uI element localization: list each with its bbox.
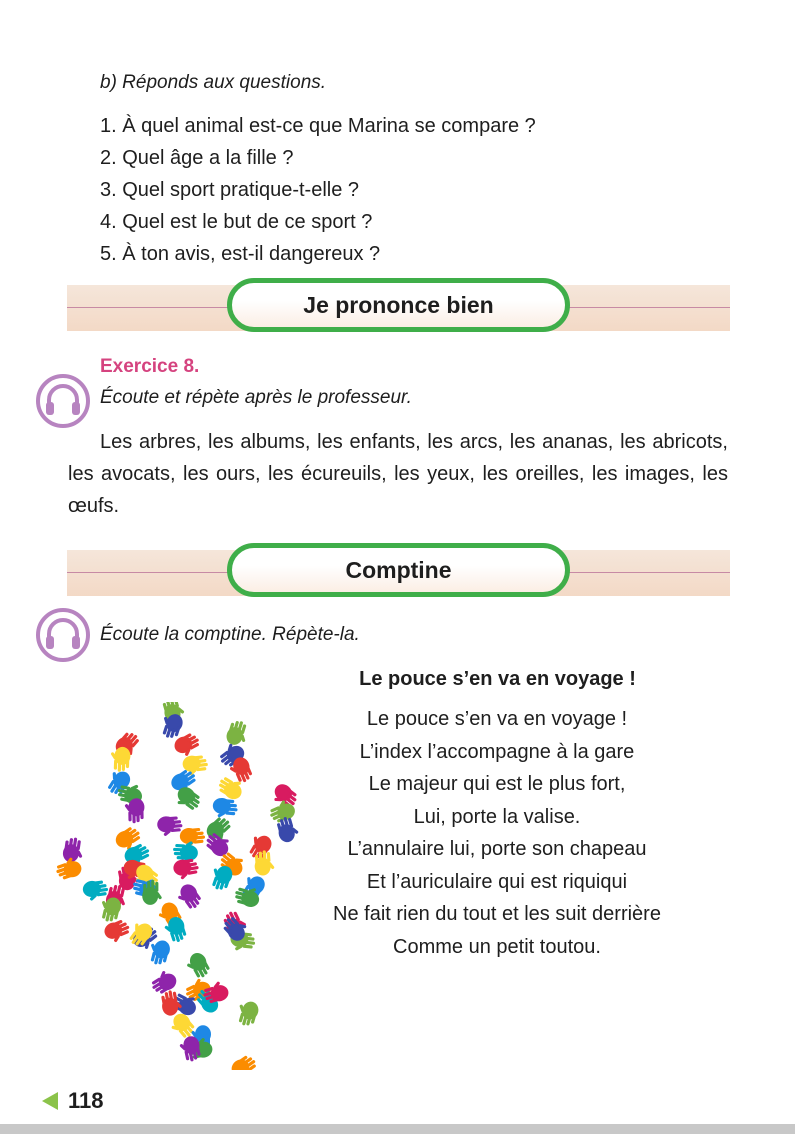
poem-line: Ne fait rien du tout et les suit derrière: [333, 903, 661, 925]
questions-heading: b) Réponds aux questions.: [100, 72, 327, 93]
question-item: 5. À ton avis, est-il dangereux ?: [100, 243, 381, 265]
page-arrow-icon: [42, 1092, 58, 1110]
poem-line: Comme un petit toutou.: [393, 935, 601, 958]
question-item: 2. Quel âge a la fille ?: [100, 147, 294, 169]
exercise-title: Exercice 8.: [100, 356, 200, 377]
section-title-rhyme: Comptine: [227, 543, 570, 597]
handprint: [172, 857, 200, 881]
handprint: [254, 850, 276, 876]
section-title-pronunciation: Je prononce bien: [227, 278, 570, 332]
page-number: [42, 1088, 104, 1114]
poem-title: Le pouce s’en va en voyage !: [359, 668, 636, 690]
poem-line: Et l’auriculaire qui est riquiqui: [366, 870, 628, 893]
page-number-text: 118: [68, 1088, 104, 1113]
handprint: [183, 950, 213, 982]
questions-list: [100, 110, 536, 270]
handprint: [234, 999, 260, 1029]
handprint: [146, 938, 172, 967]
handprints-hand-illustration: [42, 702, 327, 1070]
poem-line: Le pouce s’en va en voyage !: [366, 708, 628, 730]
handprint: [110, 746, 131, 772]
handprint: [182, 754, 209, 777]
handprint: [62, 836, 85, 864]
handprint: [212, 797, 239, 819]
headphones-icon[interactable]: [35, 607, 91, 663]
poem-line: Lui, porte la valise.: [413, 805, 581, 828]
question-item: 3. Quel sport pratique-t-elle ?: [100, 179, 360, 201]
poem-lines: [297, 703, 697, 963]
poem-line: L’annulaire lui, porte son chapeau: [347, 838, 647, 860]
handprint: [157, 815, 184, 837]
headphones-icon[interactable]: [35, 373, 91, 429]
rhyme-instruction: Écoute la comptine. Répète-la.: [100, 624, 360, 645]
handprint: [228, 1052, 260, 1070]
pronunciation-text: Les arbres, les albums, les enfants, les arcs, les ananas, les abricots, les avocats, les ours, les écureuils, les yeux, les oreilles, les images, les œufs.: [68, 431, 728, 517]
poem-line: L’index l’accompagne à la gare: [359, 740, 635, 763]
exercise-instruction: Écoute et répète après le professeur.: [100, 387, 412, 408]
handprint: [174, 881, 205, 913]
page-bottom-strip: [0, 1124, 795, 1134]
handprint: [158, 711, 185, 741]
handprint: [224, 718, 251, 748]
question-item: 4. Quel est le but de ce sport ?: [100, 211, 373, 233]
poem-line: Le majeur qui est le plus fort,: [368, 773, 626, 795]
handprint: [82, 879, 110, 902]
question-item: 1. À quel animal est-ce que Marina se compare ?: [100, 115, 536, 137]
